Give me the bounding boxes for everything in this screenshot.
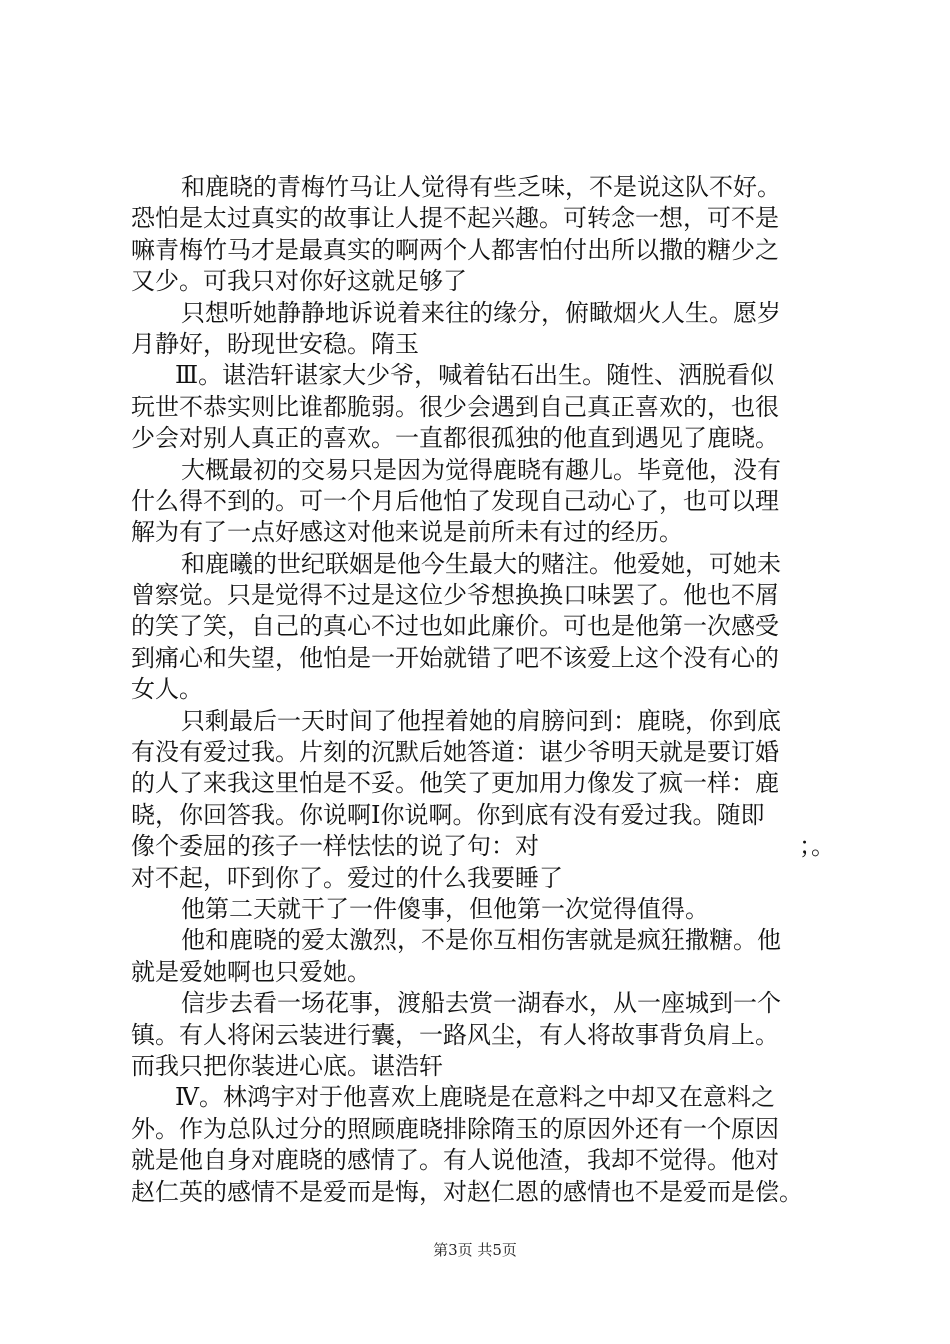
text-fragment: 像个委屈的孩子一样怯怯的说了句：对 (131, 832, 539, 861)
text-line: Ⅲ。谌浩轩谌家大少爷，喊着钻石出生。随性、洒脱看似 (175, 361, 775, 390)
text-line: 他和鹿晓的爱太激烈，不是你互相伤害就是疯狂撒糖。他 (181, 926, 781, 955)
text-line: 曾察觉。只是觉得不过是这位少爷想换换口味罢了。他也不屑 (131, 581, 779, 610)
text-line: 镇。有人将闲云装进行囊，一路风尘，有人将故事背负肩上。 (131, 1020, 779, 1049)
text-line: Ⅳ。林鸿宇对于他喜欢上鹿晓是在意料之中却又在意料之 (175, 1083, 775, 1112)
text-line: 少会对别人真正的喜欢。一直都很孤独的他直到遇见了鹿晓。 (131, 424, 779, 453)
text-line: 女人。 (131, 675, 203, 704)
text-line: 外。作为总队过分的照顾鹿晓排除隋玉的原因外还有一个原因 (131, 1114, 779, 1143)
text-line: 他第二天就干了一件傻事，但他第一次觉得值得。 (181, 894, 709, 923)
text-line: 的笑了笑，自己的真心不过也如此廉价。可也是他第一次感受 (131, 612, 779, 641)
text-line: 有没有爱过我。片刻的沉默后她答道：谌少爷明天就是要订婚 (131, 738, 779, 767)
text-line: 信步去看一场花事，渡船去赏一湖春水，从一座城到一个 (181, 989, 781, 1018)
text-line: 只想听她静静地诉说着来往的缘分，俯瞰烟火人生。愿岁 (181, 298, 781, 327)
text-line: 嘛青梅竹马才是最真实的啊两个人都害怕付出所以撒的糖少之 (131, 235, 779, 264)
text-line: 月静好，盼现世安稳。隋玉 (131, 329, 419, 358)
text-line: 赵仁英的感情不是爱而是悔，对赵仁恩的感情也不是爱而是偿。 (131, 1177, 803, 1206)
page-footer: 第3页 共5页 (433, 1241, 517, 1259)
text-line: 的人了来我这里怕是不妥。他笑了更加用力像发了疯一样：鹿 (131, 769, 779, 798)
text-line: 只剩最后一天时间了他捏着她的肩膀问到：鹿晓，你到底 (181, 706, 781, 735)
text-line: 玩世不恭实则比谁都脆弱。很少会遇到自己真正喜欢的，也很 (131, 392, 779, 421)
text-line: 就是他自身对鹿晓的感情了。有人说他渣，我却不觉得。他对 (131, 1146, 779, 1175)
body-text (131, 172, 835, 1208)
text-line: 就是爱她啊也只爱她。 (131, 957, 371, 986)
text-fragment: ；。 (799, 832, 835, 861)
text-line-split (131, 831, 835, 862)
text-line: 对不起，吓到你了。爱过的什么我要睡了 (131, 863, 563, 892)
text-line: 和鹿晓的青梅竹马让人觉得有些乏味，不是说这队不好。 (181, 173, 781, 201)
text-line: 到痛心和失望，他怕是一开始就错了吧不该爱上这个没有心的 (131, 643, 779, 672)
text-line: 解为有了一点好感这对他来说是前所未有过的经历。 (131, 518, 683, 547)
text-line: 什么得不到的。可一个月后他怕了发现自己动心了，也可以理 (131, 486, 779, 515)
text-line: 而我只把你装进心底。谌浩轩 (131, 1051, 443, 1080)
text-line: 大概最初的交易只是因为觉得鹿晓有趣儿。毕竟他，没有 (181, 455, 781, 484)
text-line: 又少。可我只对你好这就足够了 (131, 267, 467, 296)
text-line: 和鹿曦的世纪联姻是他今生最大的赌注。他爱她，可她未 (181, 549, 781, 578)
text-line: 恐怕是太过真实的故事让人提不起兴趣。可转念一想，可不是 (131, 204, 779, 233)
text-line: 晓，你回答我。你说啊Ⅰ你说啊。你到底有没有爱过我。随即 (131, 800, 765, 829)
